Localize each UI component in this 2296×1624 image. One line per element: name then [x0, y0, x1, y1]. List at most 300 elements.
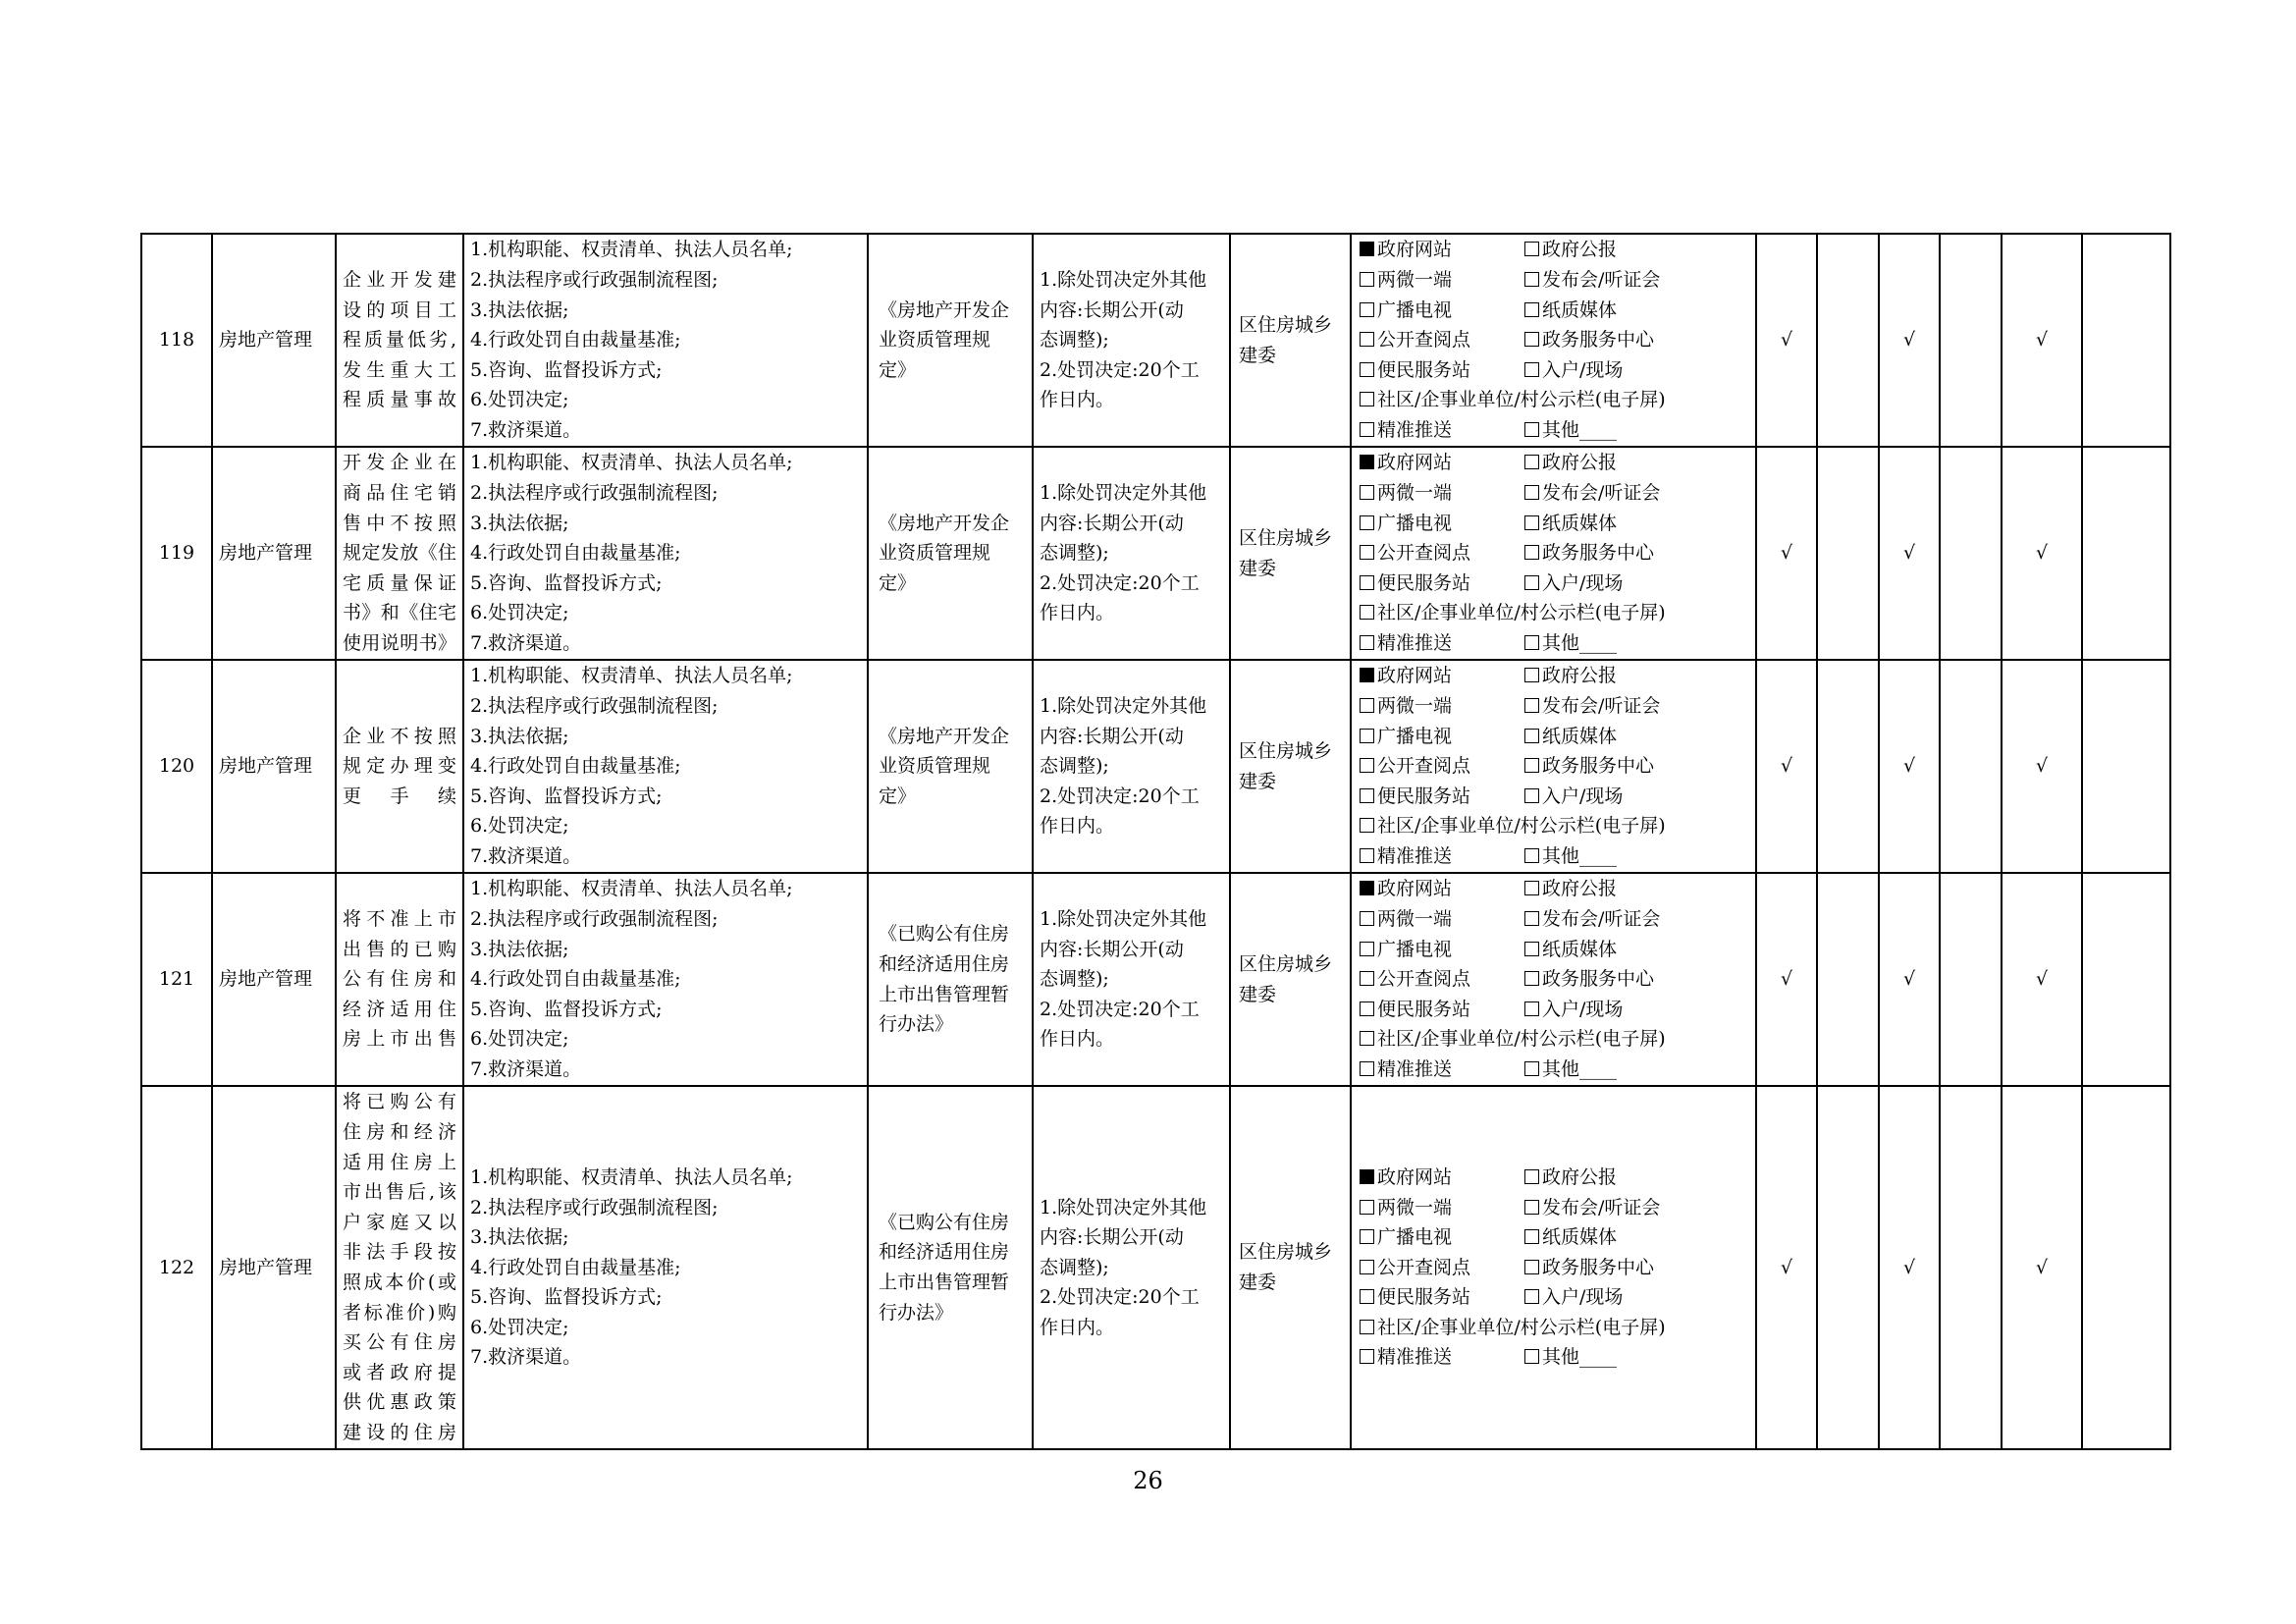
channel-row [1360, 935, 1747, 965]
empty-check-cell [2082, 660, 2170, 873]
check-mark: √ [1756, 873, 1817, 1086]
content-line: 4.行政处罚自由裁量基准; [470, 329, 681, 352]
channel-label: 政府网站 [1377, 878, 1453, 900]
checkbox-icon [1524, 242, 1539, 256]
channel-option [1524, 782, 1623, 812]
content-line: 1.机构职能、权责清单、执法人员名单; [470, 239, 793, 261]
time-limit-line: 作日内。 [1040, 602, 1115, 624]
channel-label: 其他____ [1542, 1057, 1618, 1080]
channel-option [1360, 568, 1524, 599]
channel-option [1360, 1024, 1666, 1055]
channel-row [1360, 1193, 1747, 1223]
content-line: 4.行政处罚自由裁量基准; [470, 1256, 681, 1278]
channel-label: 入户/现场 [1542, 571, 1624, 594]
violation-line: 买公有住房 [343, 1331, 456, 1354]
channel-row [1360, 1055, 1747, 1085]
channel-label: 其他____ [1542, 418, 1618, 441]
basis-line: 和经济适用住房 [879, 1241, 1010, 1264]
channel-option [1524, 265, 1660, 296]
item-number: 118 [141, 234, 212, 447]
violation-line: 非法手段按 [343, 1241, 456, 1264]
category-cell: 房地产管理 [212, 447, 336, 660]
channel-label: 精准推送 [1377, 631, 1453, 654]
channel-row [1360, 722, 1747, 752]
channel-row [1360, 265, 1747, 296]
channel-label: 政府网站 [1377, 239, 1453, 261]
checkbox-icon [1524, 758, 1539, 773]
violation-line: 更手续 [343, 785, 456, 807]
checkbox-icon [1524, 971, 1539, 986]
checkbox-icon [1524, 332, 1539, 347]
channel-option [1360, 1222, 1524, 1253]
channel-option [1360, 995, 1524, 1025]
basis-line: 《已购公有住房 [879, 1211, 1010, 1233]
channel-option [1524, 448, 1617, 478]
time-limit-line: 内容:长期公开(动 [1040, 725, 1184, 747]
channel-row [1360, 874, 1747, 904]
channel-option [1524, 1222, 1617, 1253]
channel-option [1524, 628, 1617, 659]
checkbox-icon [1524, 911, 1539, 926]
channel-label: 便民服务站 [1377, 358, 1471, 381]
empty-check-cell [1817, 660, 1879, 873]
channel-label: 纸质媒体 [1542, 298, 1618, 321]
checkbox-icon [1524, 698, 1539, 713]
channel-option [1360, 415, 1524, 446]
channel-label: 政府公报 [1542, 239, 1618, 261]
content-line: 5.咨询、监督投诉方式; [470, 571, 663, 594]
content-line: 3.执法依据; [470, 938, 569, 960]
time-limit-line: 作日内。 [1040, 1028, 1115, 1051]
department-cell [1230, 1086, 1351, 1449]
channel-label: 社区/企事业单位/村公示栏(电子屏) [1377, 389, 1666, 411]
channel-label: 其他____ [1542, 631, 1618, 654]
content-line: 7.救济渠道。 [470, 631, 582, 654]
channel-option [1360, 691, 1524, 722]
violation-line: 适用住房上 [343, 1151, 456, 1173]
channel-option [1360, 355, 1524, 386]
checkbox-icon [1360, 729, 1374, 743]
channel-label: 广播电视 [1377, 725, 1453, 747]
check-mark: √ [1879, 1086, 1940, 1449]
checkbox-icon [1360, 332, 1374, 347]
empty-check-cell [2082, 1086, 2170, 1449]
checkbox-icon [1360, 758, 1374, 773]
channels-cell [1351, 447, 1756, 660]
checkbox-icon [1524, 362, 1539, 377]
checkbox-icon [1360, 1320, 1374, 1334]
content-cell [463, 660, 868, 873]
violation-line: 建设的住房 [343, 1421, 456, 1443]
content-line: 5.咨询、监督投诉方式; [470, 998, 663, 1020]
channel-label: 政府网站 [1377, 1165, 1453, 1188]
basis-line: 和经济适用住房 [879, 952, 1010, 975]
channel-row [1360, 1222, 1747, 1253]
channel-option [1524, 568, 1623, 599]
time-limit-line: 态调整); [1040, 968, 1109, 991]
channel-option [1524, 1342, 1617, 1373]
content-cell [463, 1086, 868, 1449]
time-limit-line: 2.处罚决定:20个工 [1040, 998, 1200, 1020]
channel-row [1360, 1253, 1747, 1283]
channel-option [1524, 935, 1617, 965]
channel-option [1360, 811, 1666, 841]
department-cell [1230, 660, 1351, 873]
channel-option [1524, 296, 1617, 326]
channel-label: 政府公报 [1542, 1165, 1618, 1188]
channel-label: 公开查阅点 [1377, 968, 1471, 991]
content-line: 7.救济渠道。 [470, 1057, 582, 1080]
channel-label: 两微一端 [1377, 269, 1453, 292]
channel-row [1360, 1024, 1747, 1055]
category-cell: 房地产管理 [212, 1086, 336, 1449]
checkbox-icon [1360, 942, 1374, 956]
table-row [141, 447, 2170, 660]
channel-label: 公开查阅点 [1377, 542, 1471, 565]
channel-option [1360, 325, 1524, 355]
category-cell: 房地产管理 [212, 873, 336, 1086]
channel-label: 广播电视 [1377, 298, 1453, 321]
content-line: 4.行政处罚自由裁量基准; [470, 968, 681, 991]
channel-option [1524, 415, 1617, 446]
basis-cell [868, 873, 1033, 1086]
channel-label: 精准推送 [1377, 1346, 1453, 1369]
basis-line: 定》 [879, 358, 917, 381]
checkbox-icon [1360, 1001, 1374, 1016]
content-cell [463, 873, 868, 1086]
checkbox-icon [1524, 729, 1539, 743]
content-line: 7.救济渠道。 [470, 418, 582, 441]
channel-option [1360, 935, 1524, 965]
channel-option [1360, 874, 1524, 904]
checked-box-icon [1360, 881, 1374, 895]
department-line: 建委 [1239, 770, 1277, 792]
channel-label: 公开查阅点 [1377, 755, 1471, 778]
channel-row [1360, 751, 1747, 782]
basis-line: 《房地产开发企 [879, 512, 1010, 534]
content-line: 4.行政处罚自由裁量基准; [470, 542, 681, 565]
channel-option [1360, 296, 1524, 326]
checkbox-icon [1524, 485, 1539, 500]
channel-option [1360, 1253, 1524, 1283]
department-line: 区住房城乡 [1239, 739, 1333, 762]
content-line: 1.机构职能、权责清单、执法人员名单; [470, 452, 793, 474]
checkbox-icon [1360, 392, 1374, 406]
violation-line: 者标准价)购 [343, 1301, 456, 1324]
channel-option [1360, 385, 1666, 415]
checkbox-icon [1524, 788, 1539, 803]
time-limit-cell [1033, 873, 1230, 1086]
empty-check-cell [1817, 234, 1879, 447]
content-line: 6.处罚决定; [470, 1028, 569, 1051]
content-line: 2.执法程序或行政强制流程图; [470, 269, 719, 292]
checkbox-icon [1360, 1031, 1374, 1046]
violation-cell [336, 447, 463, 660]
content-line: 6.处罚决定; [470, 389, 569, 411]
checkbox-icon [1360, 575, 1374, 590]
checked-box-icon [1360, 1169, 1374, 1184]
checkbox-icon [1360, 698, 1374, 713]
time-limit-line: 态调整); [1040, 542, 1109, 565]
check-mark: √ [2002, 1086, 2082, 1449]
violation-line: 将不准上市 [343, 908, 456, 931]
check-mark: √ [1879, 660, 1940, 873]
basis-cell [868, 660, 1033, 873]
channel-label: 发布会/听证会 [1542, 269, 1661, 292]
channel-row [1360, 568, 1747, 599]
time-limit-cell [1033, 234, 1230, 447]
channels-cell [1351, 234, 1756, 447]
time-limit-line: 2.处罚决定:20个工 [1040, 1286, 1200, 1309]
basis-line: 上市出售管理暂 [879, 1272, 1010, 1293]
channel-label: 其他____ [1542, 844, 1618, 867]
content-line: 2.执法程序或行政强制流程图; [470, 908, 719, 931]
channel-row [1360, 782, 1747, 812]
channel-option [1524, 691, 1660, 722]
channels-cell [1351, 873, 1756, 1086]
channel-option [1360, 448, 1524, 478]
disclosure-table [140, 233, 2171, 1450]
channel-row [1360, 661, 1747, 691]
channel-option [1360, 509, 1524, 539]
channel-option [1360, 538, 1524, 568]
empty-check-cell [1817, 873, 1879, 1086]
channel-label: 精准推送 [1377, 418, 1453, 441]
violation-line: 经济适用住 [343, 998, 456, 1020]
checkbox-icon [1524, 422, 1539, 437]
channel-row [1360, 964, 1747, 995]
channel-label: 公开查阅点 [1377, 329, 1471, 352]
checkbox-icon [1360, 1260, 1374, 1274]
checkbox-icon [1524, 881, 1539, 895]
channel-label: 政务服务中心 [1542, 968, 1655, 991]
content-line: 6.处罚决定; [470, 1316, 569, 1338]
content-line: 5.咨询、监督投诉方式; [470, 785, 663, 807]
channel-option [1524, 1055, 1617, 1085]
content-line: 4.行政处罚自由裁量基准; [470, 755, 681, 778]
channel-row [1360, 1282, 1747, 1313]
check-mark: √ [2002, 447, 2082, 660]
category-cell: 房地产管理 [212, 660, 336, 873]
table-row [141, 1086, 2170, 1449]
basis-line: 上市出售管理暂 [879, 983, 1010, 1005]
check-mark: √ [2002, 660, 2082, 873]
content-line: 2.执法程序或行政强制流程图; [470, 1196, 719, 1218]
channel-option [1360, 1282, 1524, 1313]
channels-cell [1351, 660, 1756, 873]
check-mark: √ [1879, 447, 1940, 660]
channel-label: 入户/现场 [1542, 358, 1624, 381]
channel-label: 纸质媒体 [1542, 725, 1618, 747]
channel-option [1524, 751, 1654, 782]
channel-option [1360, 1313, 1666, 1343]
channel-option [1360, 904, 1524, 935]
basis-line: 业资质管理规 [879, 329, 991, 352]
channel-label: 纸质媒体 [1542, 512, 1618, 534]
channels-cell [1351, 1086, 1756, 1449]
content-cell [463, 234, 868, 447]
channel-option [1360, 722, 1524, 752]
channel-option [1524, 509, 1617, 539]
channel-option [1524, 235, 1617, 265]
table-row [141, 234, 2170, 447]
time-limit-line: 作日内。 [1040, 389, 1115, 411]
checkbox-icon [1360, 272, 1374, 287]
channel-label: 便民服务站 [1377, 571, 1471, 594]
violation-line: 公有住房和 [343, 968, 456, 991]
channel-option [1360, 628, 1524, 659]
channel-label: 广播电视 [1377, 1226, 1453, 1249]
item-number: 120 [141, 660, 212, 873]
checkbox-icon [1360, 362, 1374, 377]
channel-option [1524, 841, 1617, 872]
violation-line: 程质量事故 [343, 389, 456, 411]
channel-label: 精准推送 [1377, 1057, 1453, 1080]
content-line: 2.执法程序或行政强制流程图; [470, 695, 719, 718]
checkbox-icon [1360, 635, 1374, 650]
channel-label: 政务服务中心 [1542, 1256, 1655, 1278]
channel-row [1360, 385, 1747, 415]
channel-label: 入户/现场 [1542, 1286, 1624, 1309]
department-cell [1230, 447, 1351, 660]
violation-line: 规定办理变 [343, 755, 456, 778]
channel-label: 发布会/听证会 [1542, 908, 1661, 931]
channel-label: 两微一端 [1377, 695, 1453, 718]
table-row [141, 873, 2170, 1086]
time-limit-line: 作日内。 [1040, 815, 1115, 838]
checkbox-icon [1524, 1260, 1539, 1274]
time-limit-line: 1.除处罚决定外其他 [1040, 269, 1207, 292]
time-limit-line: 1.除处罚决定外其他 [1040, 482, 1207, 505]
content-line: 5.咨询、监督投诉方式; [470, 1286, 663, 1309]
item-number: 119 [141, 447, 212, 660]
check-mark: √ [1756, 1086, 1817, 1449]
violation-line: 户家庭又以 [343, 1211, 456, 1233]
channel-label: 纸质媒体 [1542, 1226, 1618, 1249]
time-limit-cell [1033, 660, 1230, 873]
channel-option [1524, 1163, 1617, 1193]
checkbox-icon [1524, 455, 1539, 469]
violation-line: 企业开发建 [343, 269, 456, 292]
violation-line: 使用说明书》 [343, 631, 456, 654]
violation-line: 发生重大工 [343, 358, 456, 381]
violation-line: 商品住宅销 [343, 482, 456, 505]
checkbox-icon [1524, 272, 1539, 287]
channel-row [1360, 598, 1747, 628]
channel-row [1360, 538, 1747, 568]
channel-row [1360, 509, 1747, 539]
checkbox-icon [1524, 1061, 1539, 1076]
content-line: 3.执法依据; [470, 1226, 569, 1249]
channel-option [1524, 874, 1617, 904]
empty-check-cell [1940, 660, 2002, 873]
check-mark: √ [2002, 873, 2082, 1086]
violation-line: 供优惠政策 [343, 1391, 456, 1414]
basis-line: 《房地产开发企 [879, 725, 1010, 747]
time-limit-line: 作日内。 [1040, 1316, 1115, 1338]
violation-line: 照成本价(或 [343, 1272, 456, 1293]
table-row [141, 660, 2170, 873]
checkbox-icon [1360, 1229, 1374, 1244]
channel-label: 社区/企事业单位/村公示栏(电子屏) [1377, 1028, 1666, 1051]
violation-line: 售中不按照 [343, 512, 456, 534]
channel-option [1360, 478, 1524, 509]
channel-option [1524, 325, 1654, 355]
channel-label: 发布会/听证会 [1542, 695, 1661, 718]
content-line: 3.执法依据; [470, 512, 569, 534]
checkbox-icon [1360, 515, 1374, 530]
checkbox-icon [1524, 668, 1539, 682]
channel-row [1360, 325, 1747, 355]
channel-label: 政府公报 [1542, 452, 1618, 474]
basis-cell [868, 234, 1033, 447]
violation-line: 规定发放《住 [343, 542, 456, 565]
channel-label: 便民服务站 [1377, 1286, 1471, 1309]
channel-option [1360, 598, 1666, 628]
channel-option [1524, 964, 1654, 995]
channel-option [1360, 751, 1524, 782]
channel-label: 政府公报 [1542, 665, 1618, 687]
content-line: 6.处罚决定; [470, 602, 569, 624]
content-line: 5.咨询、监督投诉方式; [470, 358, 663, 381]
channel-label: 纸质媒体 [1542, 938, 1618, 960]
checkbox-icon [1524, 848, 1539, 863]
channel-label: 发布会/听证会 [1542, 482, 1661, 505]
check-mark: √ [1879, 234, 1940, 447]
content-line: 7.救济渠道。 [470, 1346, 582, 1369]
empty-check-cell [1940, 447, 2002, 660]
time-limit-line: 态调整); [1040, 329, 1109, 352]
time-limit-line: 内容:长期公开(动 [1040, 938, 1184, 960]
channel-option [1360, 1163, 1524, 1193]
empty-check-cell [1940, 873, 2002, 1086]
checkbox-icon [1360, 1349, 1374, 1364]
channel-label: 广播电视 [1377, 938, 1453, 960]
channel-label: 其他____ [1542, 1346, 1618, 1369]
violation-line: 设的项目工 [343, 298, 456, 321]
channel-label: 政府网站 [1377, 665, 1453, 687]
channel-option [1524, 904, 1660, 935]
time-limit-line: 内容:长期公开(动 [1040, 1226, 1184, 1249]
channel-option [1524, 1193, 1660, 1223]
basis-line: 业资质管理规 [879, 755, 991, 778]
channel-label: 政务服务中心 [1542, 755, 1655, 778]
checkbox-icon [1524, 575, 1539, 590]
channel-option [1524, 661, 1617, 691]
department-line: 区住房城乡 [1239, 313, 1333, 336]
channel-label: 两微一端 [1377, 908, 1453, 931]
channel-option [1360, 1193, 1524, 1223]
checked-box-icon [1360, 668, 1374, 682]
basis-line: 定》 [879, 785, 917, 807]
content-line: 1.机构职能、权责清单、执法人员名单; [470, 665, 793, 687]
empty-check-cell [1940, 234, 2002, 447]
check-mark: √ [1756, 660, 1817, 873]
channel-row [1360, 1313, 1747, 1343]
content-cell [463, 447, 868, 660]
channel-option [1360, 782, 1524, 812]
channel-option [1360, 964, 1524, 995]
violation-line: 将已购公有 [343, 1091, 456, 1113]
checkbox-icon [1360, 605, 1374, 620]
department-line: 建委 [1239, 344, 1277, 366]
time-limit-line: 态调整); [1040, 755, 1109, 778]
time-limit-line: 2.处罚决定:20个工 [1040, 358, 1200, 381]
channel-label: 入户/现场 [1542, 998, 1624, 1020]
violation-line: 程质量低劣, [343, 329, 456, 352]
empty-check-cell [1940, 1086, 2002, 1449]
channel-label: 政务服务中心 [1542, 542, 1655, 565]
